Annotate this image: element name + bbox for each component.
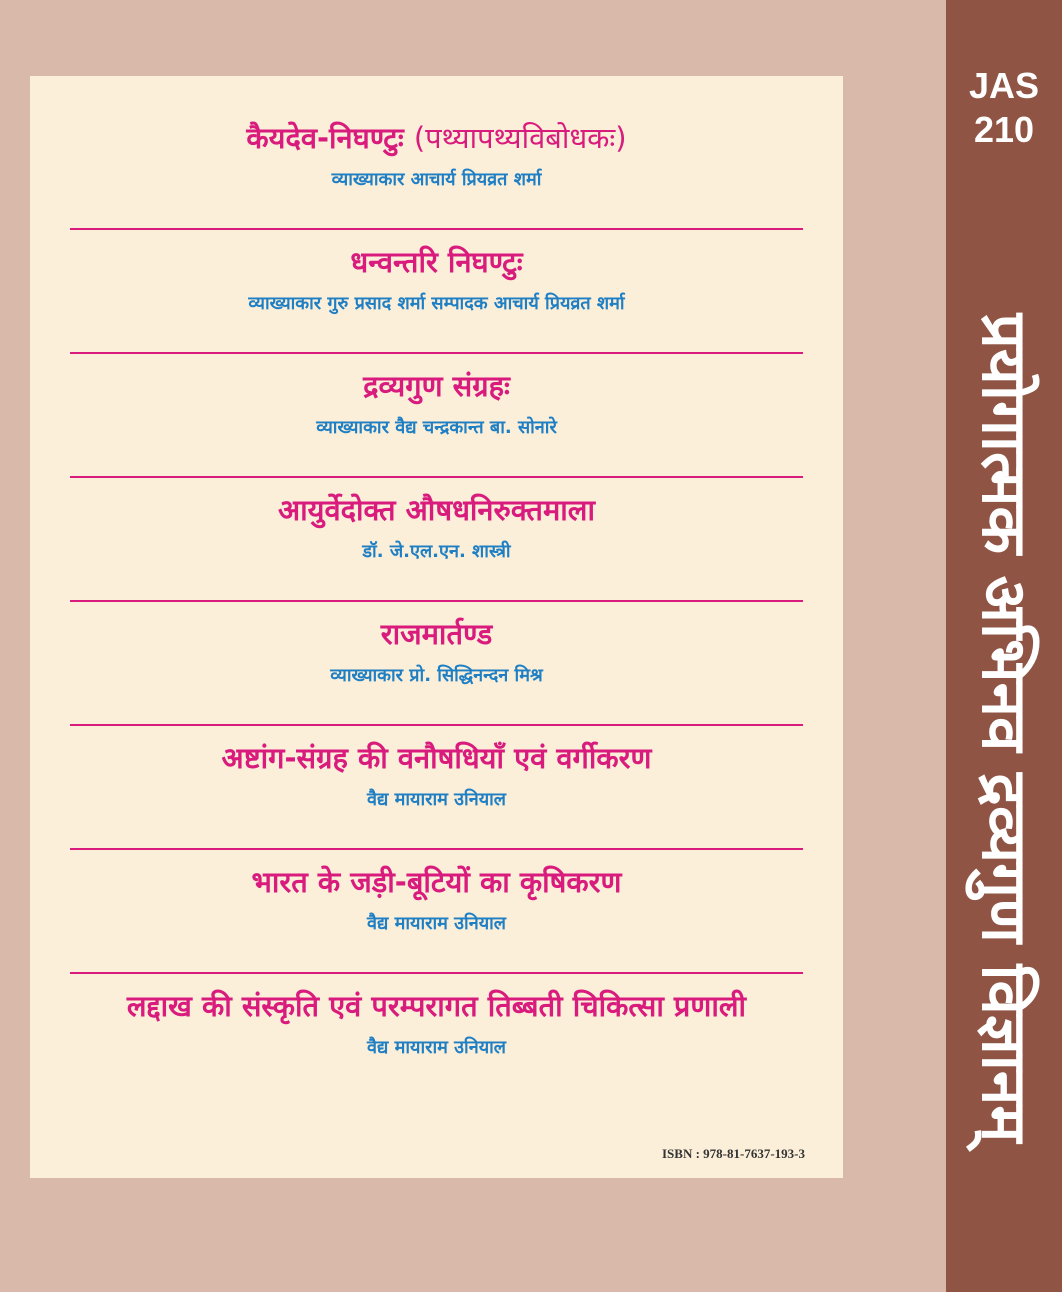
book-author: वैद्य मायाराम उनियाल bbox=[366, 789, 507, 810]
spine-title: प्रयोगात्मक अभिनव द्रव्यगुण विज्ञानम् bbox=[968, 313, 1041, 1143]
series-code bbox=[946, 64, 1062, 152]
book-entry bbox=[70, 354, 803, 478]
book-entry bbox=[70, 602, 803, 726]
book-title: कैयदेव-निघण्टुः (पथ्यापथ्यविबोधकः) bbox=[246, 121, 627, 155]
book-author: व्याख्याकार आचार्य प्रियव्रत शर्मा bbox=[331, 169, 542, 190]
book-entry bbox=[70, 850, 803, 974]
book-title: धन्वन्तरि निघण्टुः bbox=[350, 245, 523, 279]
book-list-panel bbox=[30, 76, 843, 1178]
book-entry bbox=[70, 106, 803, 230]
book-entry bbox=[70, 726, 803, 850]
book-author: व्याख्याकार प्रो. सिद्धिनन्दन मिश्र bbox=[330, 665, 543, 686]
book-title: लद्दाख की संस्कृति एवं परम्परागत तिब्बती चिकित्सा प्रणाली bbox=[126, 989, 747, 1023]
book-list bbox=[70, 106, 803, 1098]
book-spine bbox=[946, 0, 1062, 1292]
book-author: वैद्य मायाराम उनियाल bbox=[366, 1037, 507, 1058]
series-code-letters: JAS bbox=[968, 65, 1040, 106]
isbn-label: ISBN : 978-81-7637-193-3 bbox=[662, 1146, 805, 1161]
series-code-number: 210 bbox=[973, 109, 1035, 150]
book-author: व्याख्याकार गुरु प्रसाद शर्मा सम्पादक आचार्य प्रियव्रत शर्मा bbox=[248, 293, 625, 314]
book-title: राजमार्तण्ड bbox=[380, 617, 493, 651]
book-subtitle: (पथ्यापथ्यविबोधकः) bbox=[413, 121, 627, 155]
book-author: वैद्य मायाराम उनियाल bbox=[366, 913, 507, 934]
book-author: डॉ. जे.एल.एन. शास्त्री bbox=[362, 541, 511, 562]
book-author: व्याख्याकार वैद्य चन्द्रकान्त बा. सोनारे bbox=[316, 417, 557, 438]
book-title: द्रव्यगुण संग्रहः bbox=[363, 369, 510, 403]
book-title: भारत के जड़ी-बूटियों का कृषिकरण bbox=[251, 865, 622, 899]
book-title: आयुर्वेदोक्त औषधनिरुक्तमाला bbox=[278, 493, 595, 527]
book-entry bbox=[70, 974, 803, 1098]
book-entry bbox=[70, 230, 803, 354]
book-entry bbox=[70, 478, 803, 602]
book-title: अष्टांग-संग्रह की वनौषधियाँ एवं वर्गीकरण bbox=[221, 741, 652, 775]
